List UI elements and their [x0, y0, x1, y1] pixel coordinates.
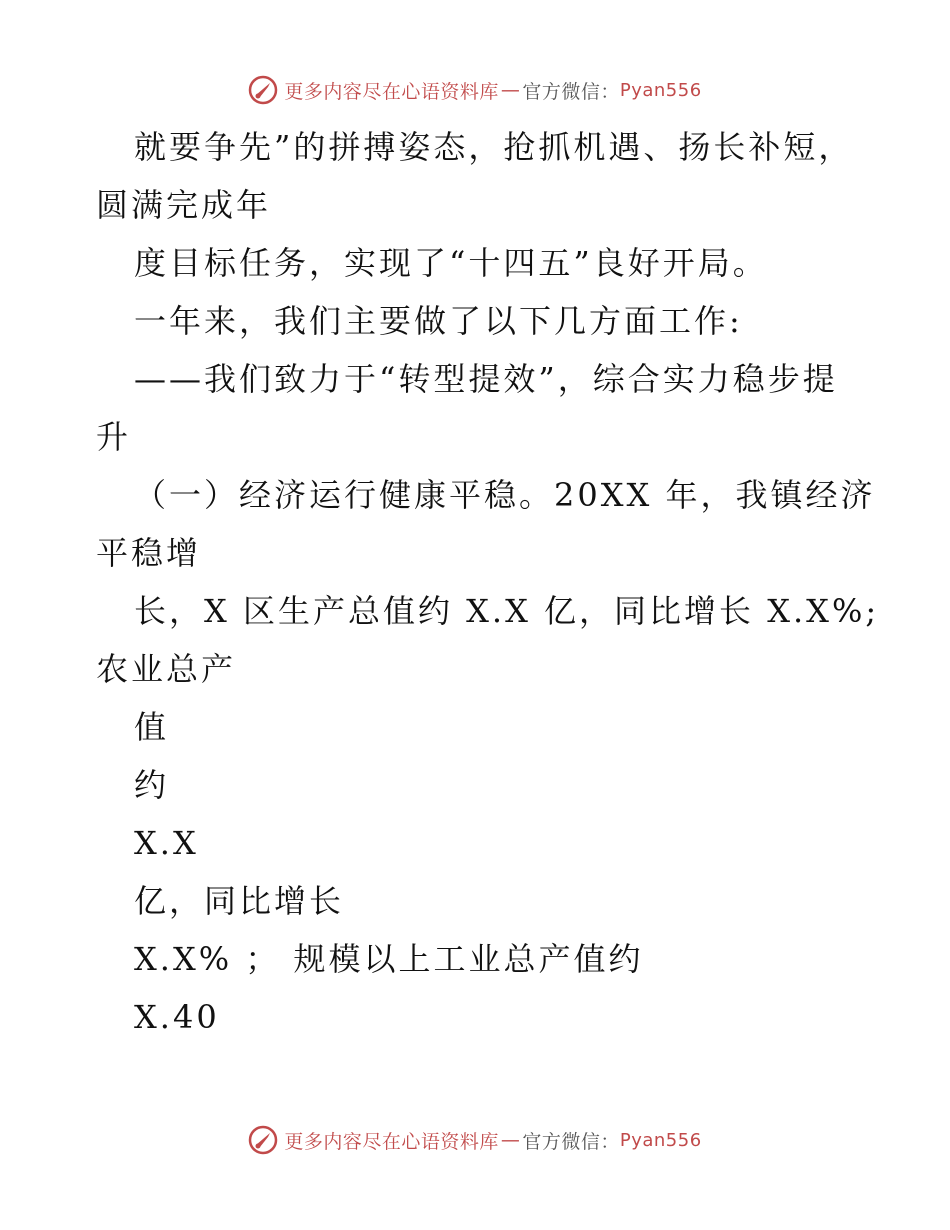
body-line: X.40: [134, 998, 220, 1036]
body-line: 长，X 区生产总值约 X.X 亿，同比增长 X.X%;: [134, 592, 880, 630]
body-line: 约: [134, 766, 170, 804]
header-banner: [0, 70, 950, 110]
body-line: 平稳增: [96, 534, 202, 572]
body-line: 农业总产: [96, 650, 237, 688]
body-line: 圆满完成年: [96, 186, 272, 224]
body-line: ——我们致力于“转型提效”，综合实力稳步提: [134, 360, 838, 398]
footer-wechat-id: Pyan556: [619, 1129, 702, 1151]
header-promo-text: 更多内容尽在心语资料库: [284, 80, 499, 103]
logo-icon: [248, 1125, 278, 1155]
body-line: 一年来，我们主要做了以下几方面工作:: [134, 302, 743, 340]
body-line: （一）经济运行健康平稳。20XX 年，我镇经济: [134, 476, 876, 514]
header-wechat-label: 官方微信：: [522, 80, 620, 103]
footer-wechat-label: 官方微信：: [522, 1130, 620, 1153]
footer-separator: —: [500, 1129, 521, 1151]
body-line: X.X: [134, 824, 199, 862]
header-separator: —: [500, 79, 521, 101]
footer-banner: [0, 1120, 950, 1160]
body-line: X.X% ； 规模以上工业总产值约: [134, 940, 644, 978]
header-wechat-id: Pyan556: [619, 79, 702, 101]
logo-icon: [248, 75, 278, 105]
body-line: 度目标任务，实现了“十四五”良好开局。: [134, 244, 768, 282]
body-line: 亿，同比增长: [134, 882, 345, 920]
body-line: 就要争先”的拼搏姿态，抢抓机遇、扬长补短，: [134, 128, 854, 166]
document-body: [96, 118, 896, 1046]
body-line: 升: [96, 418, 132, 456]
body-line: 值: [134, 708, 170, 746]
footer-promo-text: 更多内容尽在心语资料库: [284, 1130, 499, 1153]
